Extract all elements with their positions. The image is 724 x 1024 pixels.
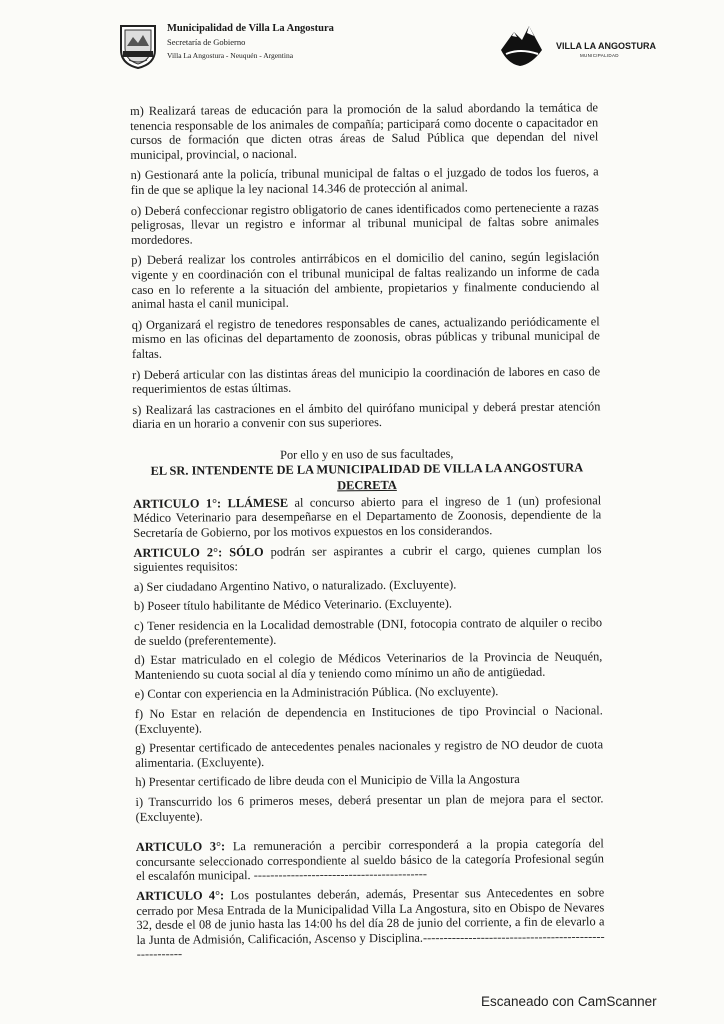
- article-2-text: podrán ser aspirantes a cubrir el cargo, quienes cumplan los siguientes requisitos:: [133, 541, 602, 575]
- article-2: [133, 542, 601, 575]
- paragraph-m: m) Realizará tareas de educación para la promoción de la salud abordando la temática de tenencia responsable de los animales de compañía; participará como docente o capacitador en cursos de formación que dicten otras áreas de Salud Pública que dependan del nivel municipal, provincial, o nacional.: [130, 100, 599, 162]
- requirement-a: a) Ser ciudadano Argentino Nativo, o naturalizado. (Excluyente).: [133, 577, 457, 594]
- article-1-text: al concurso abierto para el ingreso de 1 (un) profesional Médico Veterinario para desempeñarse en el Departamento de Zoonosis, dependiente de la Secretaría de Gobierno, por los motivos expuestos en los considerandos.: [133, 493, 602, 541]
- article-1: [133, 493, 601, 540]
- scanner-watermark: Escaneado con CamScanner: [481, 994, 657, 1009]
- paragraph-q: q) Organizará el registro de tenedores responsables de canes, actualizando periódicamente el mismo en las oficinas del departamento de zoonosis, obras públicas y tribunal municipal de faltas.: [131, 314, 600, 361]
- article-4-text: Los postulantes deberán, además, Presentar sus Antecedentes en sobre cerrado por Mesa Entrada de la Municipalidad Villa La Angostura, sito en Obispo de Nevares 32, desde el 08 de junio hasta las 14:00 hs del día 28 de junio del corriente, a fin de elevarlo a la Junta de Admisión, Calificación, Ascenso y Disciplina.-------------------------------------------------------: [136, 885, 605, 962]
- requirement-f: f) No Estar en relación de dependencia en Instituciones de tipo Provincial o Nacional. (Excluyente).: [134, 703, 603, 736]
- requirement-d: d) Estar matriculado en el colegio de Médicos Veterinarios de la Provincia de Neuquén, Manteniendo su cuota social al día y teniendo como mínimo un año de antigüedad.: [134, 649, 603, 682]
- requirement-e: e) Contar con experiencia en la Administración Pública. (No excluyente).: [134, 684, 499, 702]
- paragraph-n: n) Gestionará ante la policía, tribunal municipal de faltas o el juzgado de todos los fueros, a fin de que se aplique la ley nacional 14.346 de protección al animal.: [130, 164, 599, 197]
- article-4-label: ARTICULO 4°:: [136, 888, 225, 903]
- authority-heading: EL SR. INTENDENTE DE LA MUNICIPALIDAD DE VILLA LA ANGOSTURA: [150, 460, 584, 478]
- letterhead-right: [498, 20, 668, 70]
- article-1-label: ARTICULO 1°: LLÁMESE: [133, 495, 289, 511]
- location-line: Villa La Angostura - Neuquén - Argentina: [167, 51, 294, 60]
- requirement-i: i) Transcurrido los 6 primeros meses, deberá presentar un plan de mejora para el sector. (Excluyente).: [135, 791, 604, 824]
- paragraph-p: p) Deberá realizar los controles antirrábicos en el domicilio del canino, según legislación vigente y en coordinación con el tribunal municipal de faltas realizando un informe de cada caso en lo referente a la situación del ambiente, propietarios y finalmente conduciendo al animal hasta el canil municipal.: [131, 249, 600, 312]
- logo-name: VILLA LA ANGOSTURA: [556, 41, 656, 51]
- article-3-label: ARTICULO 3°:: [135, 839, 226, 855]
- mountain-logo-icon: [498, 20, 556, 70]
- municipal-seal-icon: [117, 20, 159, 70]
- article-3: [136, 836, 604, 883]
- article-2-label: ARTICULO 2°: SÓLO: [133, 544, 264, 560]
- logo-subtitle: MUNICIPALIDAD: [580, 53, 619, 58]
- intro-line: Por ello y en uso de sus facultades,: [279, 446, 454, 462]
- paragraph-s: s) Realizará las castraciones en el ámbito del quirófano municipal y deberá prestar atención diaria en un horario a convenir con sus superiores.: [132, 399, 601, 432]
- requirement-g: g) Presentar certificado de antecedentes penales nacionales y registro de NO deudor de cuota alimentaria. (Excluyente).: [135, 737, 604, 770]
- requirement-h: h) Presentar certificado de libre deuda con el Municipio de Villa la Angostura: [135, 772, 520, 790]
- article-3-text: La remuneración a percibir corresponderá a la propia categoría del concursante seleccionado correspondiente al sueldo básico de la categoría Profesional según el escalafón municipal. ------------------------------------------: [135, 836, 604, 884]
- paragraph-o: o) Deberá confeccionar registro obligatorio de canes identificados como perteneciente a razas peligrosas, llevar un registro e informar al tribunal municipal de faltas sobre animales mordedores.: [130, 199, 599, 247]
- requirement-b: b) Poseer título habilitante de Médico Veterinario. (Excluyente).: [133, 596, 453, 614]
- paragraph-r: r) Deberá articular con las distintas áreas del municipio la coordinación de labores en caso de requerimientos de estas últimas.: [132, 363, 601, 397]
- article-4: [136, 885, 605, 962]
- secretariat-name: Secretaría de Gobierno: [167, 37, 246, 47]
- document-body: [130, 100, 605, 967]
- decreta-heading: DECRETA: [337, 477, 397, 493]
- requirement-c: c) Tener residencia en la Localidad demostrable (DNI, fotocopia contrato de alquiler o recibo de sueldo (preferentemente).: [134, 615, 603, 648]
- municipality-name: Municipalidad de Villa La Angostura: [167, 23, 334, 34]
